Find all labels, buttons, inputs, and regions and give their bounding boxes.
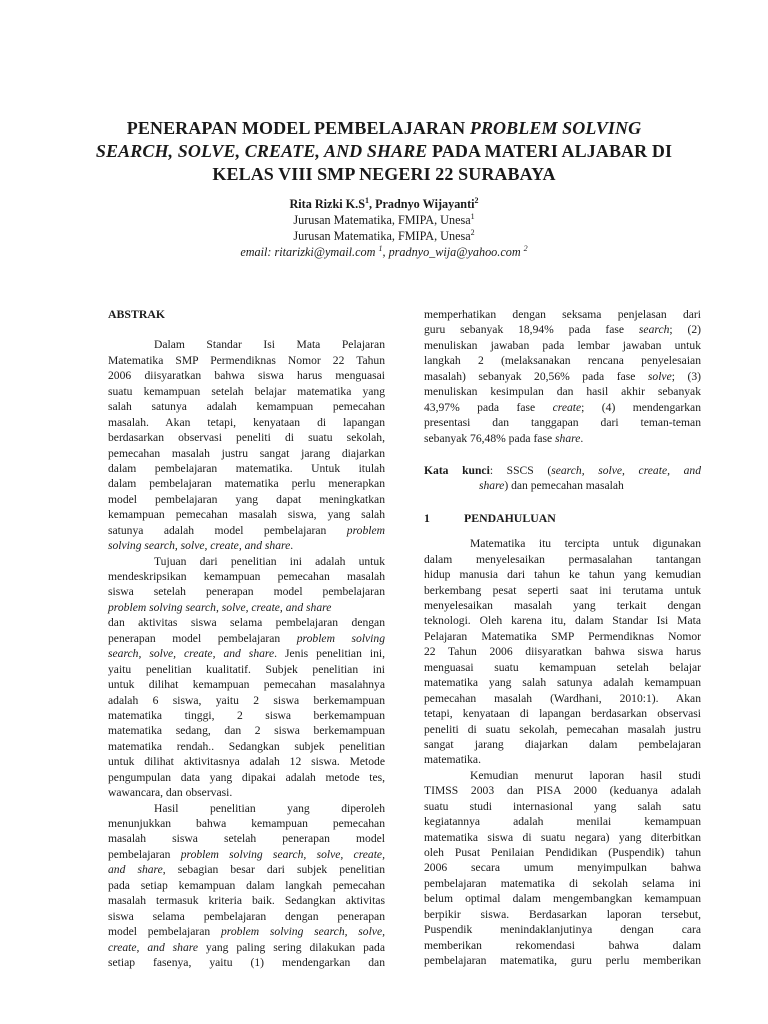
text-line: pembelajaran matematika, guru perlu memberikan (424, 954, 701, 968)
text-line: share) dan pemecahan masalah (479, 479, 624, 493)
text-line: kemampuan pemecahan masalah siswa, yang salah (108, 508, 385, 522)
text-line: menguasai suatu kemampuan setelah belajar (424, 660, 701, 674)
text-line: langkah 2 (melaksanakan rencana penyelesaian (424, 354, 701, 368)
text-line: 2006 diisyaratkan bahwa siswa harus menguasai (108, 369, 385, 383)
text-line: Matematika SMP Permendiknas Nomor 22 Tahun (108, 353, 385, 367)
text-line: untuk dilihat kemampuan pemecahan masalahnya (108, 678, 385, 692)
text-line: Tujuan dari penelitian ini adalah untuk (154, 554, 385, 568)
text-line: siswa selama pembelajaran dengan penerapan (108, 909, 385, 923)
text-line: suatu studi internasional yang salah satu (424, 799, 701, 813)
author-names: Rita Rizki $K.S^1$, Pradnyo Wijayanti$^2$ (289, 195, 479, 211)
text-line: problem solving search, solve, create, and share (108, 600, 332, 614)
text-line: Matematika itu tercipta untuk digunakan (470, 537, 701, 551)
intro-paragraph-1 (424, 536, 701, 768)
text-line: pemecahan masalah (Wardhani, 2010:1). Akan (424, 691, 701, 705)
spacer (424, 526, 701, 536)
text-line: berdasarkan observasi peneliti di suatu sekolah, (108, 431, 385, 445)
text-line: Kemudian menurut laporan hasil studi (470, 768, 701, 782)
text-line: suatu kemampuan setelah belajar matematika yang (108, 384, 385, 398)
text-line: model pembelajaran problem solving search, solve, (108, 925, 386, 939)
text-line: Puspendik menindaklanjutinya dengan cara (424, 923, 701, 937)
keywords-label: Kata kunci (424, 463, 490, 477)
text-line: berkembang pesat seperti saat ini terutama untuk (424, 583, 701, 597)
text-line: sebanyak 76,48% pada fase share. (424, 431, 584, 445)
text-line: masalah) sebanyak 20,56% pada fase solve; (3) (424, 369, 701, 383)
text-line: model pembelajaran yang dapat meningkatkan (108, 492, 385, 506)
text-line: wawancara, dan observasi. (108, 786, 233, 800)
section-title: PENDAHULUAN (464, 510, 556, 525)
section-number: 1 (424, 510, 430, 525)
text-line: mendeskripsikan kemampuan pemecahan masalah (108, 570, 385, 583)
text-line: masalah termasuk kriteria baik. Sedangkan aktivitas (108, 894, 385, 908)
text-line: hidup manusia dari tahun ke tahun yang kemudian (424, 568, 701, 582)
text-line: siswa setelah penerapan model pembelajaran (108, 585, 385, 599)
text-line: penerapan model pembelajaran problem solving (108, 631, 385, 645)
text-line: menuliskan jawaban pada lembar jawaban untuk (424, 338, 701, 352)
text-line: pemecahan masalah justru sangat jarang diajarkan (108, 446, 385, 460)
text-line: tetapi, kenyataan di lapangan berdasarkan observasi (424, 707, 701, 721)
text-line: berpikir siswa. Berdasarkan laporan tersebut, (424, 907, 701, 921)
text-line: 43,97% pada fase create; (4) mendengarkan (424, 400, 701, 414)
text-line: matematika tinggi, 2 siswa berkemampuan (108, 708, 385, 722)
text-line: 22 Tahun 2006 diisyaratkan bahwa siswa harus (424, 645, 701, 659)
text-line: matematika. (424, 753, 481, 767)
left-column (108, 307, 385, 970)
text-line: memberikan rekomendasi bahwa dalam (424, 938, 701, 952)
abstract-heading: ABSTRAK (108, 307, 166, 321)
abstract-paragraph-1 (108, 337, 385, 553)
text-line: dan aktivitas siswa selama pembelajaran dengan (108, 616, 385, 630)
text-line: peneliti di suatu sekolah, pemecahan masalah justru (424, 722, 701, 736)
text-line: matematika siswa di suatu negara) yang diterbitkan (424, 830, 701, 844)
text-line: satunya adalah model pembelajaran problem (108, 523, 385, 537)
text-line: belum optimal dalam mengembangkan kemampuan (424, 892, 701, 906)
text-line: create, and share yang paling sering dilakukan pada (108, 940, 385, 954)
spacer (424, 494, 701, 511)
text-line: matematika yang salah satunya adalah kemampuan (424, 676, 701, 690)
text-line: menuliskan kesimpulan dan hasil akhir sebanyak (424, 385, 701, 399)
text-line: masalah siswa setelah penerapan model (108, 832, 385, 846)
affiliation-1: Jurusan Matematika, FMIPA, Unesa$^1$ (293, 211, 475, 227)
author-block (40, 196, 728, 260)
abstract-continuation (424, 307, 701, 446)
text-line: pembelajaran problem solving search, solve, create, (108, 847, 385, 861)
text-line: matematika rendah.. Sedangkan subjek penelitian (108, 739, 385, 753)
text-line: and share, sebagian besar dari subjek penelitian (108, 863, 385, 877)
text-line: sangat jarang diajarkan dalam pembelajaran (424, 737, 701, 751)
text-line: pengumpulan data yang dipakai adalah metode tes, (108, 770, 385, 784)
text-line: menyelesaikan masalah yang terkait dengan (424, 599, 701, 613)
text-line: presentasi dan tanggapan dari teman-teman (424, 416, 701, 430)
text-line: search, solve, create, and share. Jenis penelitian ini, (108, 647, 385, 661)
text-line: dalam menyelesaikan permasalahan tantangan (424, 552, 701, 566)
text-line: teknologi. Oleh karena itu, dalam Standar Isi Mata (424, 614, 701, 628)
text-line: masalah. Akan tetapi, kenyataan di lapangan (108, 415, 385, 429)
text-line: salah satunya adalah kemampuan pemecahan (108, 400, 385, 414)
text-line: kegiatannya adalah menilai kemampuan (424, 815, 701, 829)
text-line: untuk dilihat aktivitasnya adalah 12 siswa. Metode (108, 755, 385, 769)
title-line-3: KELAS VIII SMP NEGERI 22 SURABAYA (212, 164, 556, 184)
spacer (108, 322, 385, 337)
spacer (424, 446, 701, 463)
text-line: solving search, solve, create, and share. (108, 539, 294, 553)
text-line: dalam pembelajaran matematika. Untuk itulah (108, 461, 385, 475)
text-line: Kata kunci: SSCS (search, solve, create, and (424, 463, 701, 477)
title-line-2: SEARCH, SOLVE, CREATE, AND SHARE PADA MATERI ALJABAR DI (95, 141, 673, 161)
affiliation-2: Jurusan Matematika, FMIPA, Unesa$^2$ (293, 227, 475, 243)
abstract-paragraph-3 (108, 801, 385, 971)
text-line: menunjukkan bahwa kemampuan pemecahan (108, 817, 385, 830)
text-line: Pelajaran Matematika SMP Permendiknas Nomor (424, 629, 701, 643)
text-line: setiap fasenya, yaitu (1) mendengarkan dan (108, 955, 385, 969)
keywords (424, 463, 701, 494)
paper-title (40, 117, 728, 186)
text-line: pada setiap kemampuan dalam langkah pemecahan (108, 878, 385, 892)
text-line: pembelajaran matematika di sekolah selama ini (424, 876, 701, 890)
text-line: yaitu penelitian kualitatif. Subjek penelitian ini (108, 662, 385, 676)
title-line-1: PENERAPAN MODEL PEMBELAJARAN PROBLEM SOLVING (126, 118, 642, 138)
text-line: TIMSS 2003 dan PISA 2000 (keduanya adalah (424, 784, 701, 798)
text-line: oleh Pusat Penilaian Pendidikan (Puspendik) tahun (424, 846, 701, 860)
text-line: matematika sedang, dan 2 siswa berkemampuan (108, 724, 385, 738)
right-column (424, 307, 701, 969)
section-heading (424, 511, 701, 526)
intro-paragraph-2 (424, 768, 701, 969)
text-line: 2006 secara umum menyimpulkan bahwa (424, 861, 701, 875)
abstract-paragraph-2 (108, 554, 385, 801)
text-line: dalam pembelajaran matematika perlu menerapkan (108, 477, 385, 491)
text-line: adalah 6 siswa, yaitu 2 siswa berkemampuan (108, 693, 385, 707)
text-line: Dalam Standar Isi Mata Pelajaran (154, 338, 385, 352)
text-line: Hasil penelitian yang diperoleh (154, 801, 385, 815)
text-line: guru sebanyak 18,94% pada fase search; (2) (424, 323, 701, 337)
text-line: memperhatikan dengan seksama penjelasan dari (424, 308, 701, 321)
author-emails: email: ritarizki@ymail.com $^1$, pradnyo_wija@yahoo.com $^2$ (240, 243, 528, 259)
